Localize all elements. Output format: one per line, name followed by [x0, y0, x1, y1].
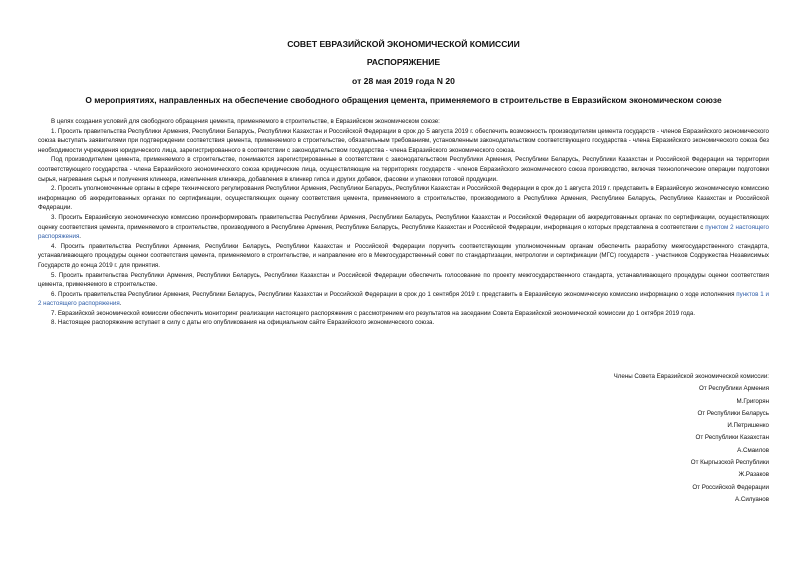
paragraph-2: 2. Просить уполномоченные органы в сфере технического регулирования Республики Армения, Республики Беларусь, Республики Казахстан и Российской Федерации в срок до 1 августа 2019 г. представить в Евразийскую экономическую комиссию информацию об аккредитованных органах по сертификации, осуществляющих оценку соответствия цемента, применяемого в строительстве, производимого в Республике Армения, Республике Беларусь, Республике Казахстан и Российской Федерации.: [38, 185, 769, 212]
document-title: О мероприятиях, направленных на обеспечение свободного обращения цемента, применяемого в строительстве в Евразийском экономическом союзе: [85, 95, 722, 105]
signature-line: От Республики Казахстан: [695, 434, 769, 442]
points-1-2-link[interactable]: пунктов 1 и 2 настоящего распоряжения: [38, 290, 769, 308]
paragraph-6: [38, 290, 769, 309]
paragraph-1: 1. Просить правительства Республики Армения, Республики Беларусь, Республики Казахстан и Российской Федерации в срок до 5 августа 2019 г. обеспечить возможность производителям цемента государств - членов Евразийского экономического союза выступать заявителями при подтверждении соответствия цемента, применяемого в строительстве, обязательным требованиям, установленным законодательством соответствующего государства - члена Евразийского экономического союза без необходимости учреждения юридического лица, зарегистрированного в соответствии с законодательством государства - члена Евразийского экономического союза.: [38, 127, 769, 154]
paragraph-1-definition: Под производителем цемента, применяемого в строительстве, понимаются зарегистрированные в соответствии с законодательством Республики Армения, Республики Беларусь, Республики Казахстан и Российской Федерации на территории соответствующего государства - члена Евразийского экономического союза юридические лица, осуществляющие на территориях государств - членов Евразийского экономического союза производство, включая технологические операции подготовки сырья, нагревания сырья и получения клинкера, измельчения клинкера, добавления в клинкер гипса и других добавок, фасовки и упаковки готовой продукции.: [38, 156, 769, 183]
paragraph-7: 7. Евразийской экономической комиссии обеспечить мониторинг реализации настоящего распоряжения с рассмотрением его результатов на заседании Совета Евразийской экономической комиссии до 1 октября 2019 года.: [51, 309, 696, 317]
signature-block: [614, 371, 769, 506]
document-date: от 28 мая 2019 года N 20: [352, 76, 455, 86]
paragraph-3: [38, 213, 769, 242]
point-2-link[interactable]: пунктом 2 настоящего распоряжения: [38, 223, 769, 241]
signature-line: Ж.Разаков: [738, 471, 769, 479]
signature-heading: Члены Совета Евразийской экономической комиссии:: [613, 373, 769, 380]
signature-line: От Российской Федерации: [692, 483, 769, 491]
paragraph-8: 8. Настоящее распоряжение вступает в силу с даты его опубликования на официальном сайте Евразийского экономического союза.: [51, 319, 435, 327]
paragraph-3-text: 3. Просить Евразийскую экономическую комиссию проинформировать правительства Республики Армения, Республики Беларусь, Республики Казахстан и Российской Федерации об аккредитованных органах по сертификации, осуществляющих оценку соответствия цемента, применяемого в строительстве, производимого в Республике Армения, Республике Беларусь, Республике Казахстан и Российской Федерации, информация о которых представлена в соответствии с: [38, 213, 769, 231]
document-type: РАСПОРЯЖЕНИЕ: [366, 57, 441, 67]
signature-line: М.Григорян: [736, 397, 769, 405]
signature-line: От Республики Беларусь: [697, 409, 769, 417]
signature-line: От Кыргызской Республики: [690, 459, 769, 467]
paragraph-4: 4. Просить правительства Республики Армения, Республики Беларусь, Республики Казахстан и Российской Федерации поручить соответствующим уполномоченным органам обеспечить разработку межгосударственного стандарта, устанавливающего процедуры оценки соответствия цемента, применяемого в строительстве, и направление его в Межгосударственный совет по стандартизации, метрологии и сертификации (МГС) государств - участников Содружества Независимых Государств до конца 2019 г. для принятия.: [38, 242, 769, 269]
signature-line: И.Петришенко: [727, 422, 769, 430]
paragraph-5: 5. Просить правительства Республики Армения, Республики Беларусь, Республики Казахстан и Российской Федерации обеспечить голосование по проекту межгосударственного стандарта, устанавливающего процедуры оценки соответствия цемента, применяемого в строительстве.: [38, 271, 769, 289]
paragraph-6-text: 6. Просить правительства Республики Армения, Республики Беларусь, Республики Казахстан и Российской Федерации в срок до 1 сентября 2019 г. представить в Евразийскую экономическую комиссию информацию о ходе исполнения: [51, 290, 737, 298]
paragraph-3-end: .: [79, 233, 82, 241]
signature-line: А.Силуанов: [735, 495, 769, 503]
signature-line: А.Смаилов: [737, 446, 769, 454]
signature-line: От Республики Армения: [699, 385, 769, 393]
intro-paragraph: В целях создания условий для свободного обращения цемента, применяемого в строительстве, в Евразийском экономическом союзе:: [51, 118, 440, 125]
council-heading: СОВЕТ ЕВРАЗИЙСКОЙ ЭКОНОМИЧЕСКОЙ КОМИССИИ: [287, 39, 520, 49]
paragraph-6-end: .: [119, 300, 122, 308]
document-body: [38, 117, 769, 328]
